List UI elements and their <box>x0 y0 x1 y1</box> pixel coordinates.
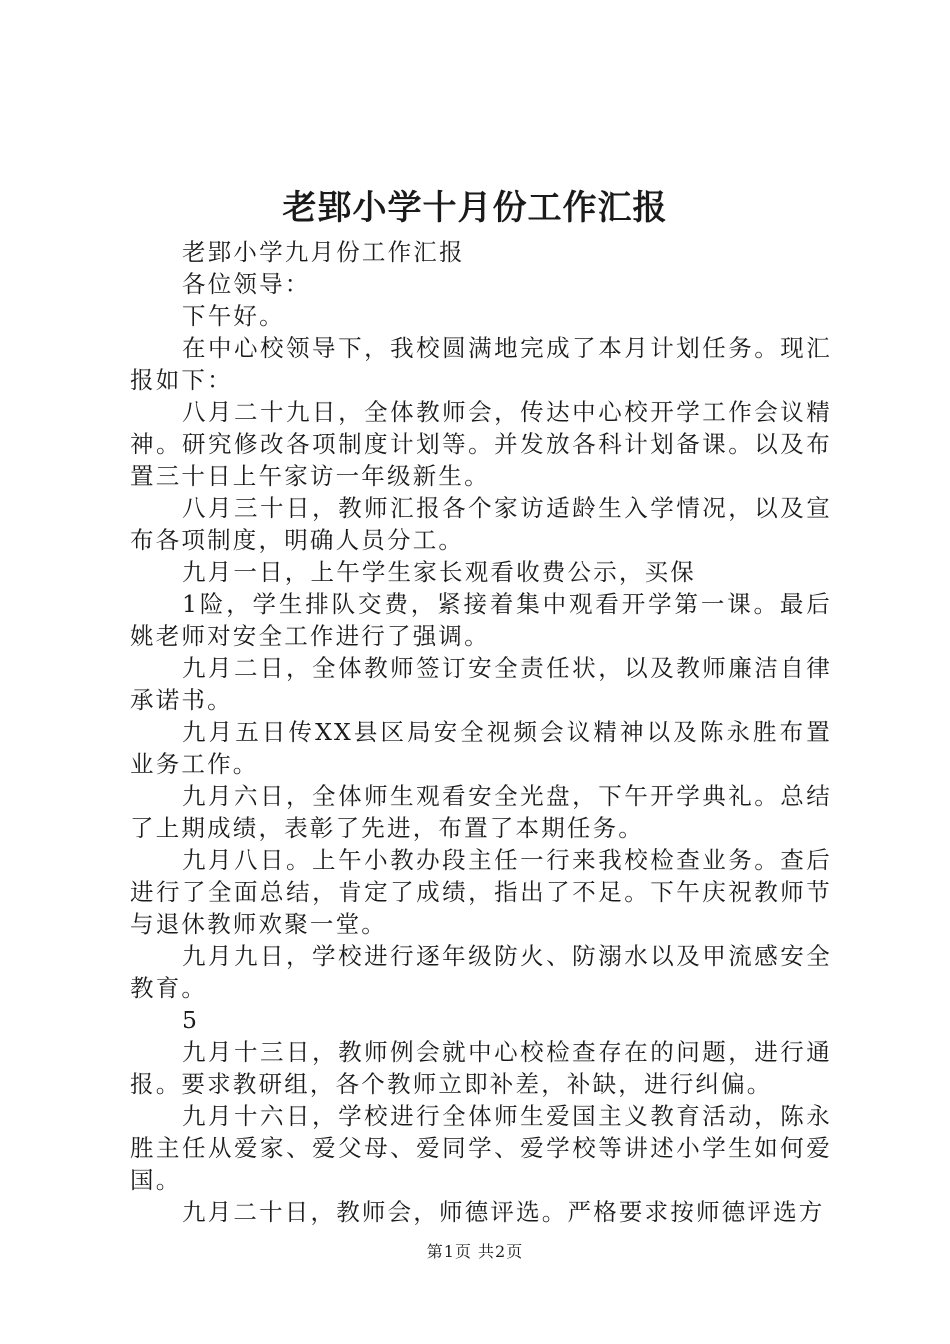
paragraph: 九月十三日，教师例会就中心校检查存在的问题，进行通报。要求教研组，各个教师立即补差，补缺，进行纠偏。 <box>130 1038 832 1098</box>
paragraph: 九月八日。上午小教办段主任一行来我校检查业务。查后进行了全面总结，肯定了成绩，指出了不足。下午庆祝教师节与退休教师欢聚一堂。 <box>130 846 832 938</box>
paragraph: 八月二十九日，全体教师会，传达中心校开学工作会议精神。研究修改各项制度计划等。并发放各科计划备课。以及布置三十日上午家访一年级新生。 <box>130 398 832 490</box>
document-body <box>130 236 832 1228</box>
paragraph: 九月二十日，教师会，师德评选。严格要求按师德评选方 <box>182 1198 825 1226</box>
page-marker: 5 <box>182 1006 200 1034</box>
paragraph: 在中心校领导下，我校圆满地完成了本月计划任务。现汇报如下： <box>130 334 832 394</box>
document-title: 老郢小学十月份工作汇报 <box>282 188 668 228</box>
paragraph: 下午好。 <box>182 302 285 330</box>
paragraph: 九月五日传XX县区局安全视频会议精神以及陈永胜布置业务工作。 <box>130 718 832 778</box>
paragraph: 1险，学生排队交费，紧接着集中观看开学第一课。最后姚老师对安全工作进行了强调。 <box>130 590 832 650</box>
paragraph: 八月三十日，教师汇报各个家访适龄生入学情况，以及宣布各项制度，明确人员分工。 <box>130 494 832 554</box>
paragraph: 老郢小学九月份工作汇报 <box>182 238 465 266</box>
paragraph: 各位领导： <box>182 270 311 298</box>
page-number-footer: 第1页 共2页 <box>426 1242 524 1261</box>
paragraph: 九月六日，全体师生观看安全光盘，下午开学典礼。总结了上期成绩，表彰了先进，布置了本期任务。 <box>130 782 832 842</box>
paragraph: 九月十六日，学校进行全体师生爱国主义教育活动，陈永胜主任从爱家、爱父母、爱同学、爱学校等讲述小学生如何爱国。 <box>130 1102 832 1194</box>
paragraph: 九月二日，全体教师签订安全责任状，以及教师廉洁自律承诺书。 <box>130 654 832 714</box>
paragraph: 九月九日，学校进行逐年级防火、防溺水以及甲流感安全教育。 <box>130 942 832 1002</box>
paragraph: 九月一日，上午学生家长观看收费公示，买保 <box>182 558 696 586</box>
